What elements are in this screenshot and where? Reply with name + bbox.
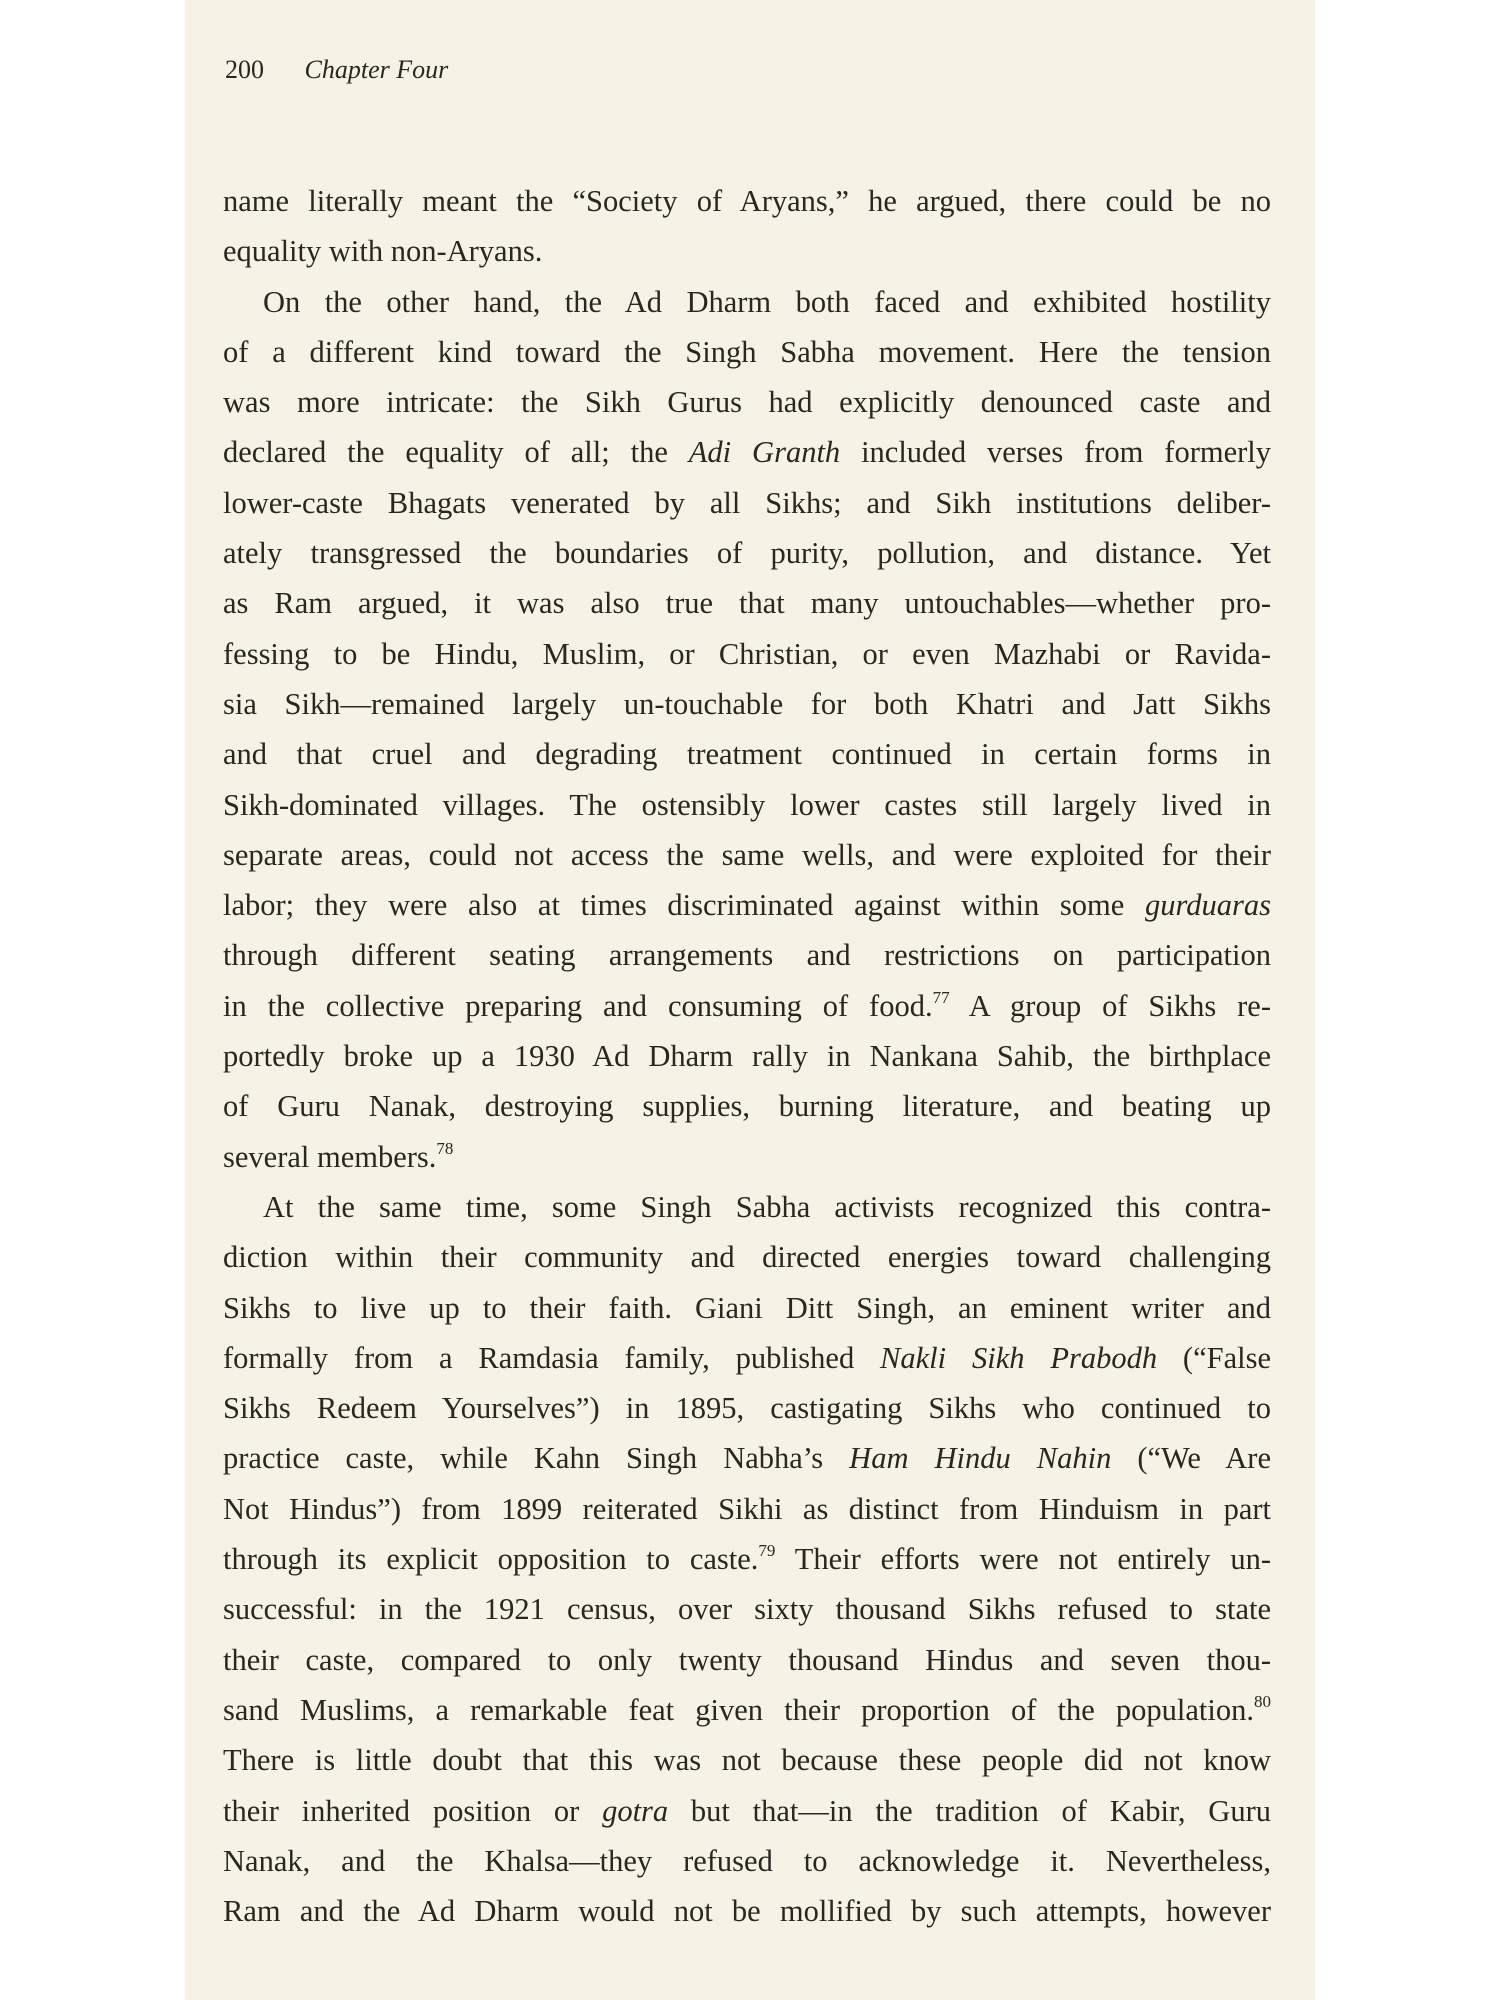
paragraph [223,277,1271,1182]
text-run: (“False [1157,1340,1271,1375]
footnote-ref-77[interactable]: 77 [932,987,950,1007]
footnote-ref-79[interactable]: 79 [758,1541,776,1561]
text-line: was more intricate: the Sikh Gurus had explicitly denounced caste and [223,385,1271,420]
text-run: several members. [223,1139,437,1174]
text-line: successful: in the 1921 census, over sixty thousand Sikhs refused to state [223,1592,1271,1627]
text-line: Nanak, and the Khalsa—they refused to acknowledge it. Nevertheless, [223,1843,1271,1878]
text-line: sia Sikh—remained largely un-touchable for both Khatri and Jatt Sikhs [223,686,1271,721]
text-line [223,1333,1271,1383]
text-line: name literally meant the “Society of Aryans,” he argued, there could be no [223,184,1271,218]
text-line: portedly broke up a 1930 Ad Dharm rally in Nankana Sahib, the birthplace [223,1039,1271,1074]
text-line [223,1786,1271,1836]
text-line [223,1132,1271,1182]
running-head [225,50,448,90]
text-line: of Guru Nanak, destroying supplies, burning literature, and beating up [223,1089,1271,1124]
footnote-ref-78[interactable]: 78 [436,1138,454,1158]
text-run: through its explicit opposition to caste. [223,1542,759,1577]
text-line: Not Hindus”) from 1899 reiterated Sikhi as distinct from Hinduism in part [223,1491,1271,1526]
text-run: sand Muslims, a remarkable feat given their proportion of the population. [223,1692,1254,1727]
text-run: formally from a Ramdasia family, published [223,1340,881,1375]
text-line: There is little doubt that this was not because these people did not know [223,1743,1271,1778]
text-line: separate areas, could not access the same wells, and were exploited for their [223,837,1271,872]
term-gotra: gotra [602,1793,669,1828]
text-run: labor; they were also at times discriminated against within some [223,888,1146,923]
term-gurduaras: gurduaras [1145,888,1271,923]
text-run: A group of Sikhs re- [949,988,1271,1023]
chapter-title: Chapter Four [304,55,449,84]
text-line: lower-caste Bhagats venerated by all Sikhs; and Sikh institutions deliber- [223,485,1271,520]
text-run: in the collective preparing and consuming of food. [223,988,933,1023]
text-line: their caste, compared to only twenty thousand Hindus and seven thou- [223,1642,1271,1677]
text-run: (“We Are [1111,1441,1271,1476]
text-line: as Ram argued, it was also true that many untouchables—whether pro- [223,586,1271,621]
text-line: Sikh-dominated villages. The ostensibly lower castes still largely lived in [223,787,1271,822]
text-line: and that cruel and degrading treatment continued in certain forms in [223,737,1271,772]
book-title-nakli-sikh-prabodh: Nakli Sikh Prabodh [880,1340,1158,1375]
book-title-ham-hindu-nahin: Ham Hindu Nahin [849,1441,1112,1476]
text-line: diction within their community and directed energies toward challenging [223,1240,1271,1275]
text-run: declared the equality of all; the [223,435,689,470]
book-page [185,0,1315,2000]
text-line: Ram and the Ad Dharm would not be mollified by such attempts, however [223,1894,1271,1929]
body-text [223,176,1271,1936]
text-line: Sikhs to live up to their faith. Giani Ditt Singh, an eminent writer and [223,1290,1271,1325]
text-line: Sikhs Redeem Yourselves”) in 1895, castigating Sikhs who continued to [223,1391,1271,1426]
text-run: but that—in the tradition of Kabir, Guru [668,1793,1271,1828]
text-line [223,427,1271,477]
text-line [223,981,1271,1031]
paragraph [223,176,1271,277]
text-line [223,1685,1271,1735]
footnote-ref-80[interactable]: 80 [1254,1691,1271,1711]
text-line [223,1534,1271,1584]
page-number: 200 [225,55,264,84]
text-line: equality with non-Aryans. [223,234,543,269]
text-run: Their efforts were not entirely un- [775,1542,1271,1577]
text-line: through different seating arrangements and restrictions on participation [223,938,1271,973]
text-run: their inherited position or [223,1793,603,1828]
text-run: practice caste, while Kahn Singh Nabha’s [223,1441,850,1476]
text-line: fessing to be Hindu, Muslim, or Christian, or even Mazhabi or Ravida- [223,636,1271,671]
text-line [223,1433,1271,1483]
book-title-adi-granth: Adi Granth [688,435,841,470]
text-line: At the same time, some Singh Sabha activists recognized this contra- [263,1189,1271,1224]
text-run: included verses from formerly [840,435,1271,470]
text-line: of a different kind toward the Singh Sabha movement. Here the tension [223,334,1271,369]
text-line [223,880,1271,930]
paragraph [223,1182,1271,1936]
text-line: ately transgressed the boundaries of purity, pollution, and distance. Yet [223,536,1271,571]
text-line: On the other hand, the Ad Dharm both faced and exhibited hostility [263,284,1271,319]
